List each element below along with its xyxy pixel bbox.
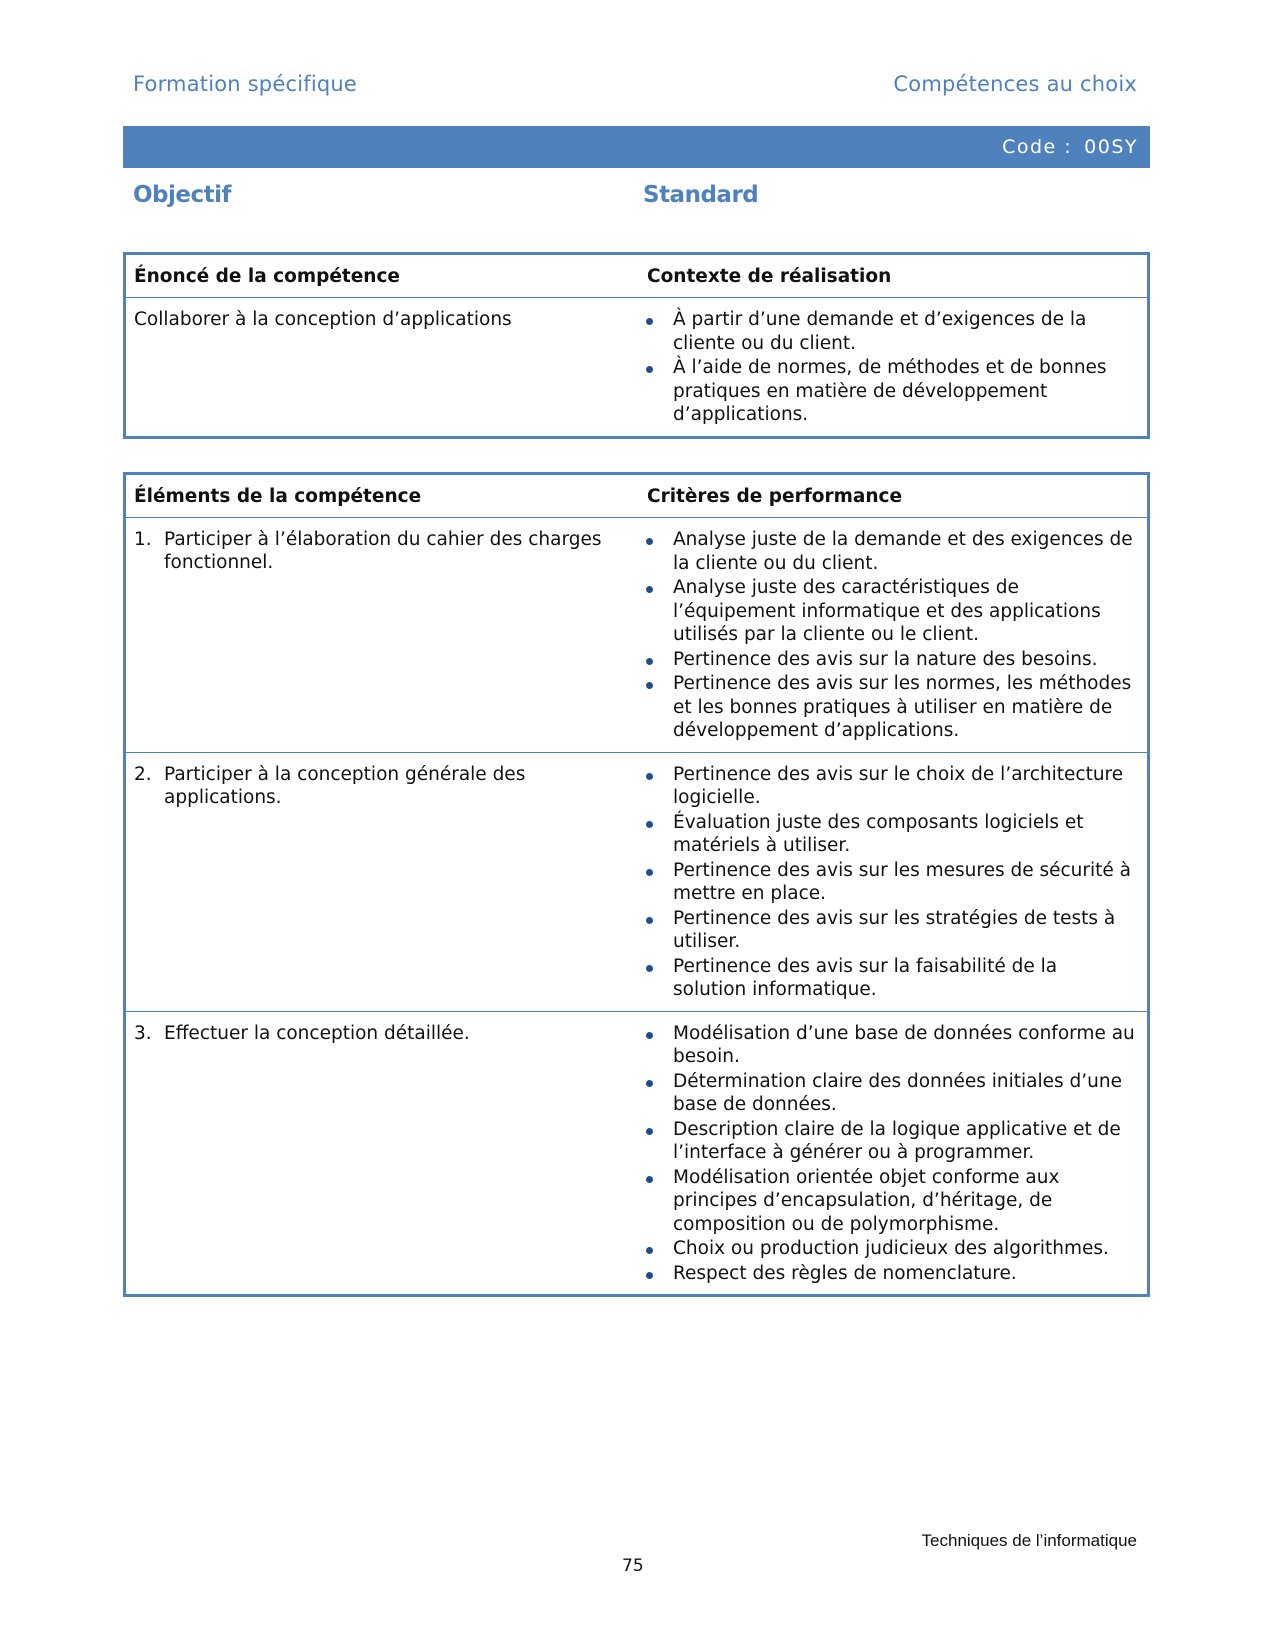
element-text: Participer à l’élaboration du cahier des charges fonctionnel. xyxy=(164,529,602,573)
table-header-row xyxy=(125,254,1149,298)
header-criteria: Critères de performance xyxy=(637,474,1149,518)
bullet-icon xyxy=(646,917,653,924)
bullet-icon xyxy=(646,538,653,545)
element-number: 3. xyxy=(134,1022,152,1044)
list-item: Choix ou production judicieux des algorithmes. xyxy=(637,1237,1135,1261)
code-label: Code : xyxy=(1002,136,1073,158)
list-item: Pertinence des avis sur les mesures de sécurité à mettre en place. xyxy=(637,859,1135,906)
table-row xyxy=(125,518,1149,753)
list-item: Respect des règles de nomenclature. xyxy=(637,1262,1135,1286)
bullet-icon xyxy=(646,1247,653,1254)
criteria-list xyxy=(637,1022,1135,1286)
list-item: À partir d’une demande et d’exigences de la cliente ou du client. xyxy=(637,308,1135,355)
section-standard: Standard xyxy=(643,182,759,208)
list-item: Pertinence des avis sur les stratégies de tests à utiliser. xyxy=(637,907,1135,954)
header-context: Contexte de réalisation xyxy=(637,254,1149,298)
list-item: Analyse juste des caractéristiques de l’équipement informatique et des applications utilisés par la cliente ou le client. xyxy=(637,576,1135,647)
bullet-icon xyxy=(646,1080,653,1087)
section-objectif: Objectif xyxy=(133,182,232,208)
code-label-group xyxy=(1002,136,1138,158)
bullet-icon xyxy=(646,586,653,593)
list-item: Détermination claire des données initiales d’une base de données. xyxy=(637,1070,1135,1117)
page-number: 75 xyxy=(622,1556,644,1576)
element-cell xyxy=(125,518,638,753)
bullet-icon xyxy=(646,1128,653,1135)
context-list xyxy=(637,308,1135,427)
criteria-list xyxy=(637,763,1135,1002)
criteria-cell xyxy=(637,752,1149,1011)
criteria-list xyxy=(637,528,1135,743)
element-text: Effectuer la conception détaillée. xyxy=(164,1022,470,1044)
code-bar xyxy=(123,126,1150,168)
element-number: 2. xyxy=(134,763,152,785)
header-elements: Éléments de la compétence xyxy=(125,474,638,518)
table-row xyxy=(125,752,1149,1011)
code-value: 00SY xyxy=(1084,136,1138,158)
bullet-icon xyxy=(646,773,653,780)
bullet-icon xyxy=(646,1272,653,1279)
list-item: Analyse juste de la demande et des exigences de la cliente ou du client. xyxy=(637,528,1135,575)
header-left-title: Formation spécifique xyxy=(133,72,358,96)
bullet-icon xyxy=(646,658,653,665)
criteria-cell xyxy=(637,1011,1149,1296)
list-item: Pertinence des avis sur la nature des besoins. xyxy=(637,648,1135,672)
table-header-row xyxy=(125,474,1149,518)
element-text: Participer à la conception générale des applications. xyxy=(164,763,526,808)
bullet-icon xyxy=(646,869,653,876)
list-item: Évaluation juste des composants logiciels et matériels à utiliser. xyxy=(637,811,1135,858)
footer-program-title: Techniques de l’informatique xyxy=(921,1531,1137,1550)
bullet-icon xyxy=(646,682,653,689)
competency-elements-table xyxy=(123,472,1150,1297)
bullet-icon xyxy=(646,1032,653,1039)
header-right-title: Compétences au choix xyxy=(893,72,1137,96)
bullet-icon xyxy=(646,1176,653,1183)
element-number: 1. xyxy=(134,529,152,550)
list-item: Pertinence des avis sur les normes, les méthodes et les bonnes pratiques à utiliser en matière de développement d’applications. xyxy=(637,672,1135,743)
element-cell xyxy=(125,752,638,1011)
context-cell xyxy=(637,298,1149,438)
bullet-icon xyxy=(646,821,653,828)
element-cell xyxy=(125,1011,638,1296)
list-item: Pertinence des avis sur le choix de l’architecture logicielle. xyxy=(637,763,1135,810)
list-item: Modélisation orientée objet conforme aux principes d’encapsulation, d’héritage, de composition ou de polymorphisme. xyxy=(637,1166,1135,1237)
list-item: À l’aide de normes, de méthodes et de bonnes pratiques en matière de développement d’applications. xyxy=(637,356,1135,427)
statement-text: Collaborer à la conception d’applications xyxy=(134,309,512,330)
header-statement: Énoncé de la compétence xyxy=(125,254,638,298)
list-item: Description claire de la logique applicative et de l’interface à générer ou à programmer. xyxy=(637,1118,1135,1165)
list-item: Pertinence des avis sur la faisabilité de la solution informatique. xyxy=(637,955,1135,1002)
statement-cell xyxy=(125,298,638,438)
list-item: Modélisation d’une base de données conforme au besoin. xyxy=(637,1022,1135,1069)
table-row xyxy=(125,298,1149,438)
competency-statement-table xyxy=(123,252,1150,439)
bullet-icon xyxy=(646,366,653,373)
table-row xyxy=(125,1011,1149,1296)
bullet-icon xyxy=(646,965,653,972)
bullet-icon xyxy=(646,318,653,325)
criteria-cell xyxy=(637,518,1149,753)
